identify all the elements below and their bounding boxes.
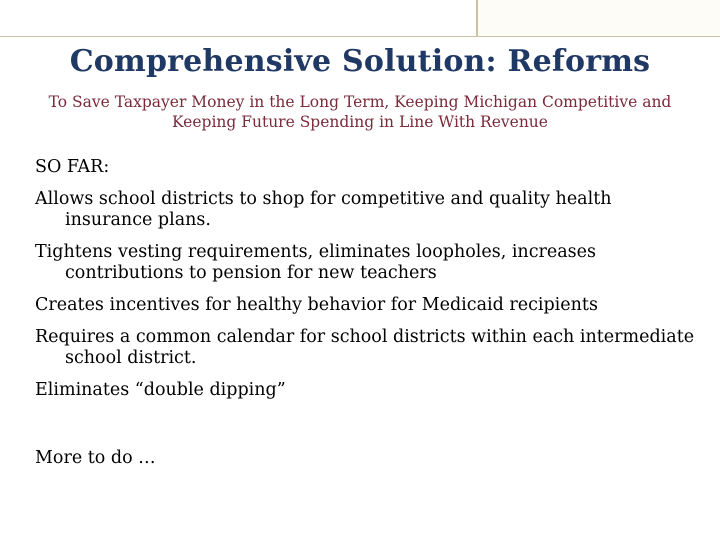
slide-subtitle: To Save Taxpayer Money in the Long Term, Keeping Michigan Competitive and Keeping Future Spending in Line With Revenue	[48, 93, 672, 131]
list-item: Tightens vesting requirements, eliminates loopholes, increases contributions to pension for new teachers	[35, 242, 596, 283]
slide-title: Comprehensive Solution: Reforms	[69, 44, 651, 79]
list-item: Allows school districts to shop for competitive and quality health insurance plans.	[35, 189, 612, 230]
list-item: Creates incentives for healthy behavior for Medicaid recipients	[35, 295, 598, 315]
slide-body	[35, 157, 700, 480]
closing-text: More to do …	[35, 448, 156, 468]
so-far-label: SO FAR:	[35, 157, 110, 177]
list-item: Eliminates “double dipping”	[35, 380, 286, 400]
header-panel	[477, 0, 720, 36]
list-item: Requires a common calendar for school districts within each intermediate school district.	[35, 327, 695, 368]
header-rule	[0, 36, 720, 37]
